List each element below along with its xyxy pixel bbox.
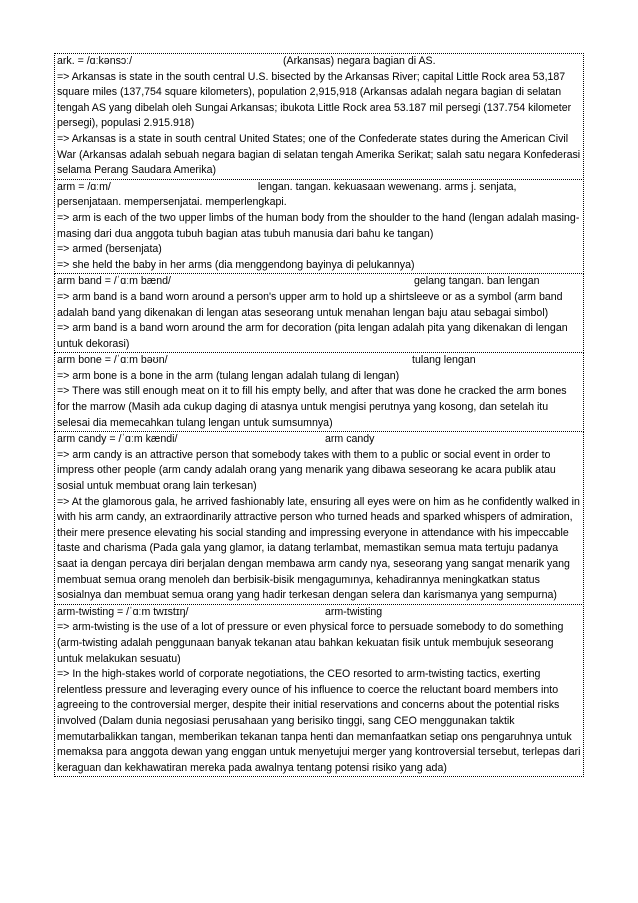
entry-example: => At the glamorous gala, he arrived fashionably late, ensuring all eyes were on him as he confidently walked in with his arm candy, an extraordinarily attractive person who turned heads and sparked whispers of admiration, their mere presence elevating his social standing and impressing everyone in attendance with his impeccable taste and charisma (Pada gala yang glamor, ia datang terlambat, memastikan semua mata tertuju padanya saat ia dengan percaya diri berjalan dengan membawa arm candy nya, seseorang yang sangat menarik yang membuat semua orang menoleh dan berbisik-bisik mengagumınya, kehadirannya meningkatkan status sosialnya dan membuat semua orang yang hadir terkesan dengan selera dan karismanya yang sempurna) — [57, 495, 580, 602]
entry-term: arm candy = /ˈɑːm kændi/ — [57, 433, 178, 446]
entry-term: arm bone = /ˈɑːm bəʊn/ — [57, 354, 168, 367]
entry-gloss: arm-twisting — [325, 605, 383, 618]
dictionary-entry-arm-band — [54, 273, 584, 353]
entry-heading — [57, 274, 581, 290]
entry-definition: => Arkansas is state in the south central U.S. bisected by the Arkansas River; capital Little Rock area 53,187 square miles (137,754 square kilometers), population 2,915,918 (Arkansas adalah negara bagian di selatan tengah AS yang dibelah oleh Sungai Arkansas; ibukota Little Rock area 53.187 mil persegi (137.754 kilometer persegi), populasi 2.915.918) — [57, 70, 572, 130]
entry-example: => she held the baby in her arms (dia menggendong bayinya di pelukannya) — [57, 258, 415, 271]
entry-term: arm-twisting = /ˈɑːm twɪstɪŋ/ — [57, 605, 189, 618]
entry-definition: => arm band is a band worn around a person's upper arm to hold up a shirtsleeve or as a symbol (arm band adalah band yang dikenakan di lengan atas seseorang untuk menahan lengan baju atau sebagai simbol) — [57, 290, 563, 319]
entry-example: => There was still enough meat on it to fill his empty belly, and after that was done he cracked the arm bones for the marrow (Masih ada cukup daging di atasnya untuk mengisi perutnya yang kosong, dan setelah itu selesai dia memecahkan tulang lengan untuk sumsumnya) — [57, 385, 567, 429]
dictionary-page — [54, 54, 584, 777]
entry-gloss: arm candy — [325, 433, 375, 446]
entry-definition: => Arkansas is a state in south central United States; one of the Confederate states during the American Civil War (Arkansas adalah sebuah negara bagian di selatan tengah Amerika Serikat; salah satu negara Konfederasi selama Perang Saudara Amerika) — [57, 132, 581, 177]
entry-definition: => arm band is a band worn around the arm for decoration (pita lengan adalah pita yang dikenakan di lengan untuk dekorasi) — [57, 322, 568, 350]
entry-definition: => arm is each of the two upper limbs of the human body from the shoulder to the hand (lengan adalah masing-masing dari dua anggota tubuh bagian atas tubuh manusia dari bahu ke tangan) — [57, 211, 580, 240]
dictionary-entry-arm-candy — [54, 431, 584, 605]
entry-example: => armed (bersenjata) — [57, 243, 162, 256]
entry-definition: => arm-twisting is the use of a lot of pressure or even physical force to persuade somebody to do something (arm-twisting adalah penggunaan banyak tekanan atau bahkan kekuatan fisik untuk membujuk seseorang untuk melakukan sesuatu) — [57, 621, 564, 665]
dictionary-entry-arm-bone — [54, 352, 584, 432]
entry-definition: => arm bone is a bone in the arm (tulang lengan adalah tulang di lengan) — [57, 369, 400, 382]
entry-heading — [57, 54, 581, 70]
entry-gloss: (Arkansas) negara bagian di AS. — [283, 55, 436, 67]
dictionary-entry-arm — [54, 179, 584, 275]
entry-term: arm band = /ˈɑːm bænd/ — [57, 275, 171, 288]
entry-gloss: gelang tangan. ban lengan — [414, 275, 540, 288]
entry-term: ark. = /ɑːkənsɔː/ — [57, 55, 133, 67]
entry-gloss: lengan. tangan. kekuasaan wewenang. arms j. senjata, persenjataan. mempersenjatai. memperlengkapi. — [57, 180, 517, 209]
entry-gloss: tulang lengan — [412, 354, 476, 367]
entry-heading — [57, 180, 581, 211]
entry-heading — [57, 432, 581, 448]
entry-heading — [57, 605, 581, 621]
entry-example: => In the high-stakes world of corporate negotiations, the CEO resorted to arm-twisting tactics, exerting relentless pressure and leveraging every ounce of his influence to coerce the reluctant board members into agreeing to the controversial merger, despite their initial reservations and concerns about the potential risks involved (Dalam dunia negosiasi perusahaan yang berisiko tinggi, sang CEO menggunakan taktik memutarbalikkan tangan, memberikan tekanan tanpa henti dan memanfaatkan setiap ons pengaruhnya untuk memaksa para anggota dewan yang enggan untuk menyetujui merger yang kontroversial tersebut, terlepas dari keraguan dan kekhawatiran mereka pada awalnya tentang potensi risiko yang ada) — [57, 668, 581, 774]
entry-definition: => arm candy is an attractive person that somebody takes with them to a public or social event in order to impress other people (arm candy adalah orang yang menarik yang dibawa seseorang ke acara publik atau sosial untuk membuat orang lain terkesan) — [57, 448, 556, 493]
entry-term: arm = /ɑːm/ — [57, 180, 111, 193]
entry-heading — [57, 353, 581, 369]
dictionary-entry-arkansas — [54, 53, 584, 180]
dictionary-entry-arm-twisting — [54, 604, 584, 778]
